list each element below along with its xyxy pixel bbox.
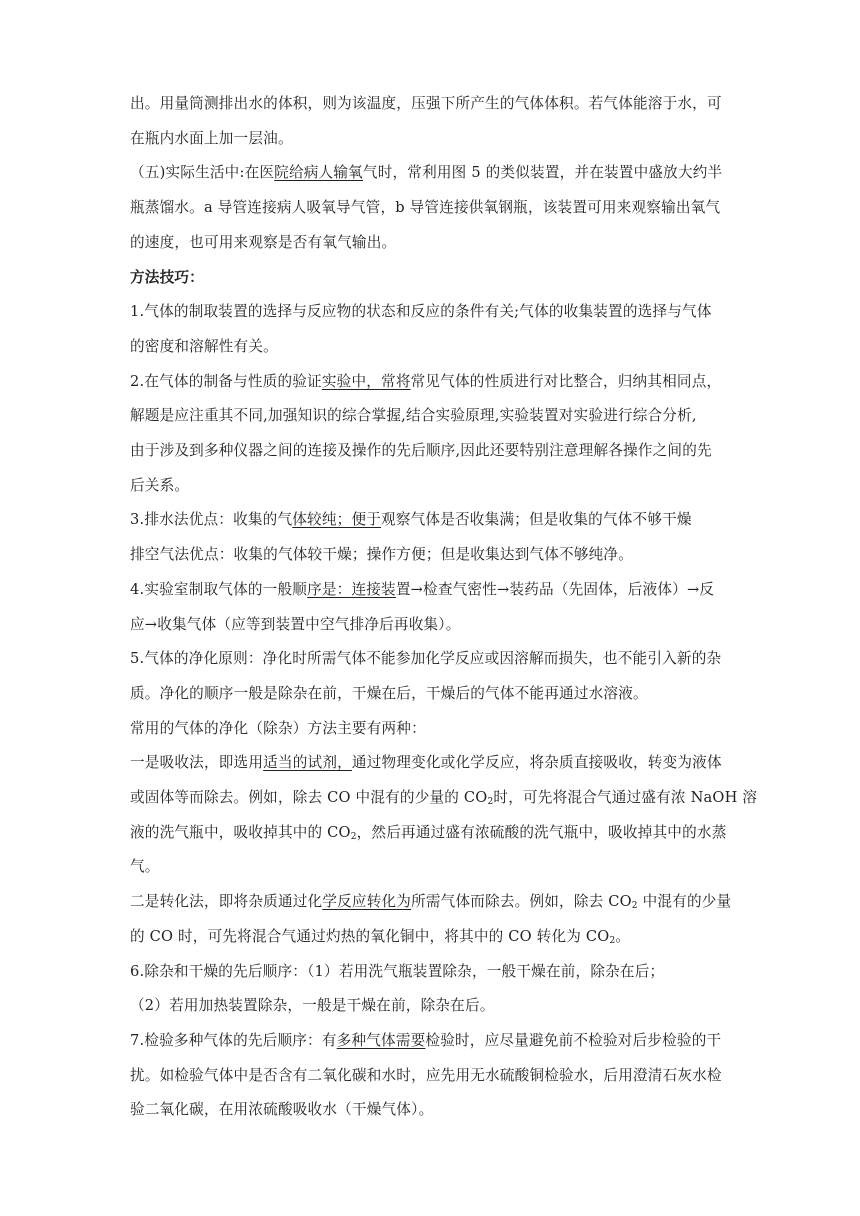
text-line bbox=[130, 922, 730, 952]
text-line bbox=[130, 436, 730, 466]
text-line bbox=[130, 818, 730, 848]
text-span: 或固体等而除去。例如，除去 CO 中混有的少量的 CO bbox=[130, 789, 488, 806]
text-line bbox=[130, 714, 730, 744]
text-line bbox=[130, 852, 730, 882]
text-span: 在瓶内水面上加一层油。 bbox=[130, 129, 293, 147]
subscript: 2 bbox=[631, 901, 638, 912]
text-span: 5.气体的净化原则：净化时所需气体不能参加化学反应或因溶解而损失，也不能引入新的杂 bbox=[130, 650, 722, 668]
text-span: 出。用量筒测排出水的体积，则为该温度，压强下所产生的气体体积。若气体能溶于水，可 bbox=[130, 95, 722, 112]
text-span: 的密度和溶解性有关。 bbox=[130, 337, 278, 355]
text-span: 2.在气体的制备与性质的验证 bbox=[130, 372, 322, 390]
text-span: 常见气体的性质进行对比整合，归纳其相同点， bbox=[410, 372, 722, 390]
text-line bbox=[130, 575, 730, 605]
underlined-text: 院给病人输氧 bbox=[274, 164, 363, 182]
text-span: 方法技巧： bbox=[130, 268, 204, 286]
text-span: 。 bbox=[615, 927, 631, 945]
text-span: 扰。如检验气体中是否含有二氧化碳和水时，应先用无水硫酸铜检验水，后用澄清石灰水检 bbox=[130, 1066, 722, 1084]
text-span: 排空气法优点：收集的气体较干燥；操作方便；但是收集达到气体不够纯净。 bbox=[130, 546, 633, 564]
text-line bbox=[130, 679, 730, 709]
text-line bbox=[130, 991, 730, 1021]
underlined-text: 多种气体需要 bbox=[336, 1031, 426, 1049]
text-span: 3.排水法优点：收集的气 bbox=[130, 511, 293, 529]
text-span: 一是吸收法，即选用 bbox=[130, 754, 264, 772]
subscript: 2 bbox=[350, 831, 357, 842]
text-line bbox=[130, 193, 730, 223]
text-line bbox=[130, 957, 730, 987]
text-span: 通过物理变化或化学反应，将杂质直接吸收，转变为液体 bbox=[351, 754, 722, 772]
text-span: 4.实验室制取气体的一般顺 bbox=[130, 580, 308, 598]
text-span: 由于涉及到多种仪器之间的连接及操作的先后顺序,因此还要特别注意理解各操作之间的先 bbox=[130, 442, 712, 459]
text-line bbox=[130, 1095, 730, 1125]
text-span: 气。 bbox=[130, 858, 160, 876]
text-line bbox=[130, 228, 730, 258]
text-span: ，然后再通过盛有浓硫酸的洗气瓶中，吸收掉其中的水蒸 bbox=[356, 823, 727, 841]
text-span: 二是转化法，即将杂质通过化 bbox=[130, 893, 323, 911]
text-span: 的速度，也可用来观察是否有氧气输出。 bbox=[130, 233, 397, 251]
text-line bbox=[130, 887, 730, 917]
text-line bbox=[130, 124, 730, 154]
text-span: 瓶蒸馏水。a 导管连接病人吸氧导气管，b 导管连接供氧钢瓶，该装置可用来观察输出氧气 bbox=[130, 199, 721, 217]
text-span: 液的洗气瓶中，吸收掉其中的 CO bbox=[130, 823, 351, 841]
text-line bbox=[130, 332, 730, 362]
text-span: 的 CO 时，可先将混合气通过灼热的氧化铜中，将其中的 CO 转化为 CO bbox=[130, 927, 610, 945]
text-span: 中混有的少量 bbox=[637, 893, 732, 911]
text-span: 置→检查气密性→装药品（先固体，后液体）→反 bbox=[395, 580, 715, 598]
text-line bbox=[130, 263, 730, 293]
text-span: 观察气体是否收集满；但是收集的气体不够干燥 bbox=[381, 511, 692, 529]
underlined-text: 适当的试剂， bbox=[263, 754, 352, 772]
text-span: 检验时，应尽量避免前不检验对后步检验的干 bbox=[425, 1031, 722, 1049]
text-span: 质。净化的顺序一般是除杂在前，干燥在后，干燥后的气体不能再通过水溶液。 bbox=[130, 684, 648, 702]
text-span: 所需气体而除去。例如，除去 CO bbox=[411, 893, 632, 911]
text-span: 验二氧化碳，在用浓硫酸吸收水（干燥气体）。 bbox=[130, 1101, 434, 1119]
subscript: 2 bbox=[609, 935, 616, 946]
underlined-text: 序是：连接装 bbox=[307, 580, 396, 598]
text-line bbox=[130, 1061, 730, 1091]
text-span: 常用的气体的净化（除杂）方法主要有两种： bbox=[130, 719, 426, 737]
text-line bbox=[130, 610, 730, 640]
text-line bbox=[130, 297, 730, 327]
text-line bbox=[130, 401, 730, 431]
text-span: （五)实际生活中:在医 bbox=[130, 164, 275, 182]
underlined-text: 体较纯；便于 bbox=[292, 511, 382, 529]
text-span: 1.气体的制取装置的选择与反应物的状态和反应的条件有关;气体的收集装置的选择与气体 bbox=[130, 303, 712, 321]
text-line bbox=[130, 158, 730, 188]
text-line bbox=[130, 644, 730, 674]
text-line bbox=[130, 505, 730, 535]
text-line bbox=[130, 367, 730, 397]
underlined-text: 学反应转化为 bbox=[322, 893, 412, 911]
text-span: 应→收集气体（应等到装置中空气排净后再收集）。 bbox=[130, 615, 461, 633]
text-span: 后关系。 bbox=[130, 476, 190, 494]
subscript: 2 bbox=[487, 797, 494, 807]
text-line bbox=[130, 89, 730, 119]
text-line bbox=[130, 748, 730, 778]
text-span: 气时，常利用图 5 的类似装置，并在装置中盛放大约半 bbox=[362, 164, 723, 182]
text-span: （2）若用加热装置除杂，一般是干燥在前，除杂在后。 bbox=[130, 997, 495, 1015]
text-line bbox=[130, 1026, 730, 1056]
text-line bbox=[130, 471, 730, 501]
text-span: 6.除杂和干燥的先后顺序：（1）若用洗气瓶装置除杂，一般干燥在前，除杂在后； bbox=[130, 962, 665, 980]
text-span: 7.检验多种气体的先后顺序：有 bbox=[130, 1031, 337, 1049]
text-span: 解题是应注重其不同,加强知识的综合掌握,结合实验原理,实验装置对实验进行综合分析, bbox=[130, 407, 697, 425]
text-line bbox=[130, 783, 758, 813]
text-line bbox=[130, 540, 730, 570]
underlined-text: 实验中，常将 bbox=[321, 372, 411, 390]
text-span: 时，可先将混合气通过盛有浓 NaOH 溶 bbox=[493, 789, 758, 806]
